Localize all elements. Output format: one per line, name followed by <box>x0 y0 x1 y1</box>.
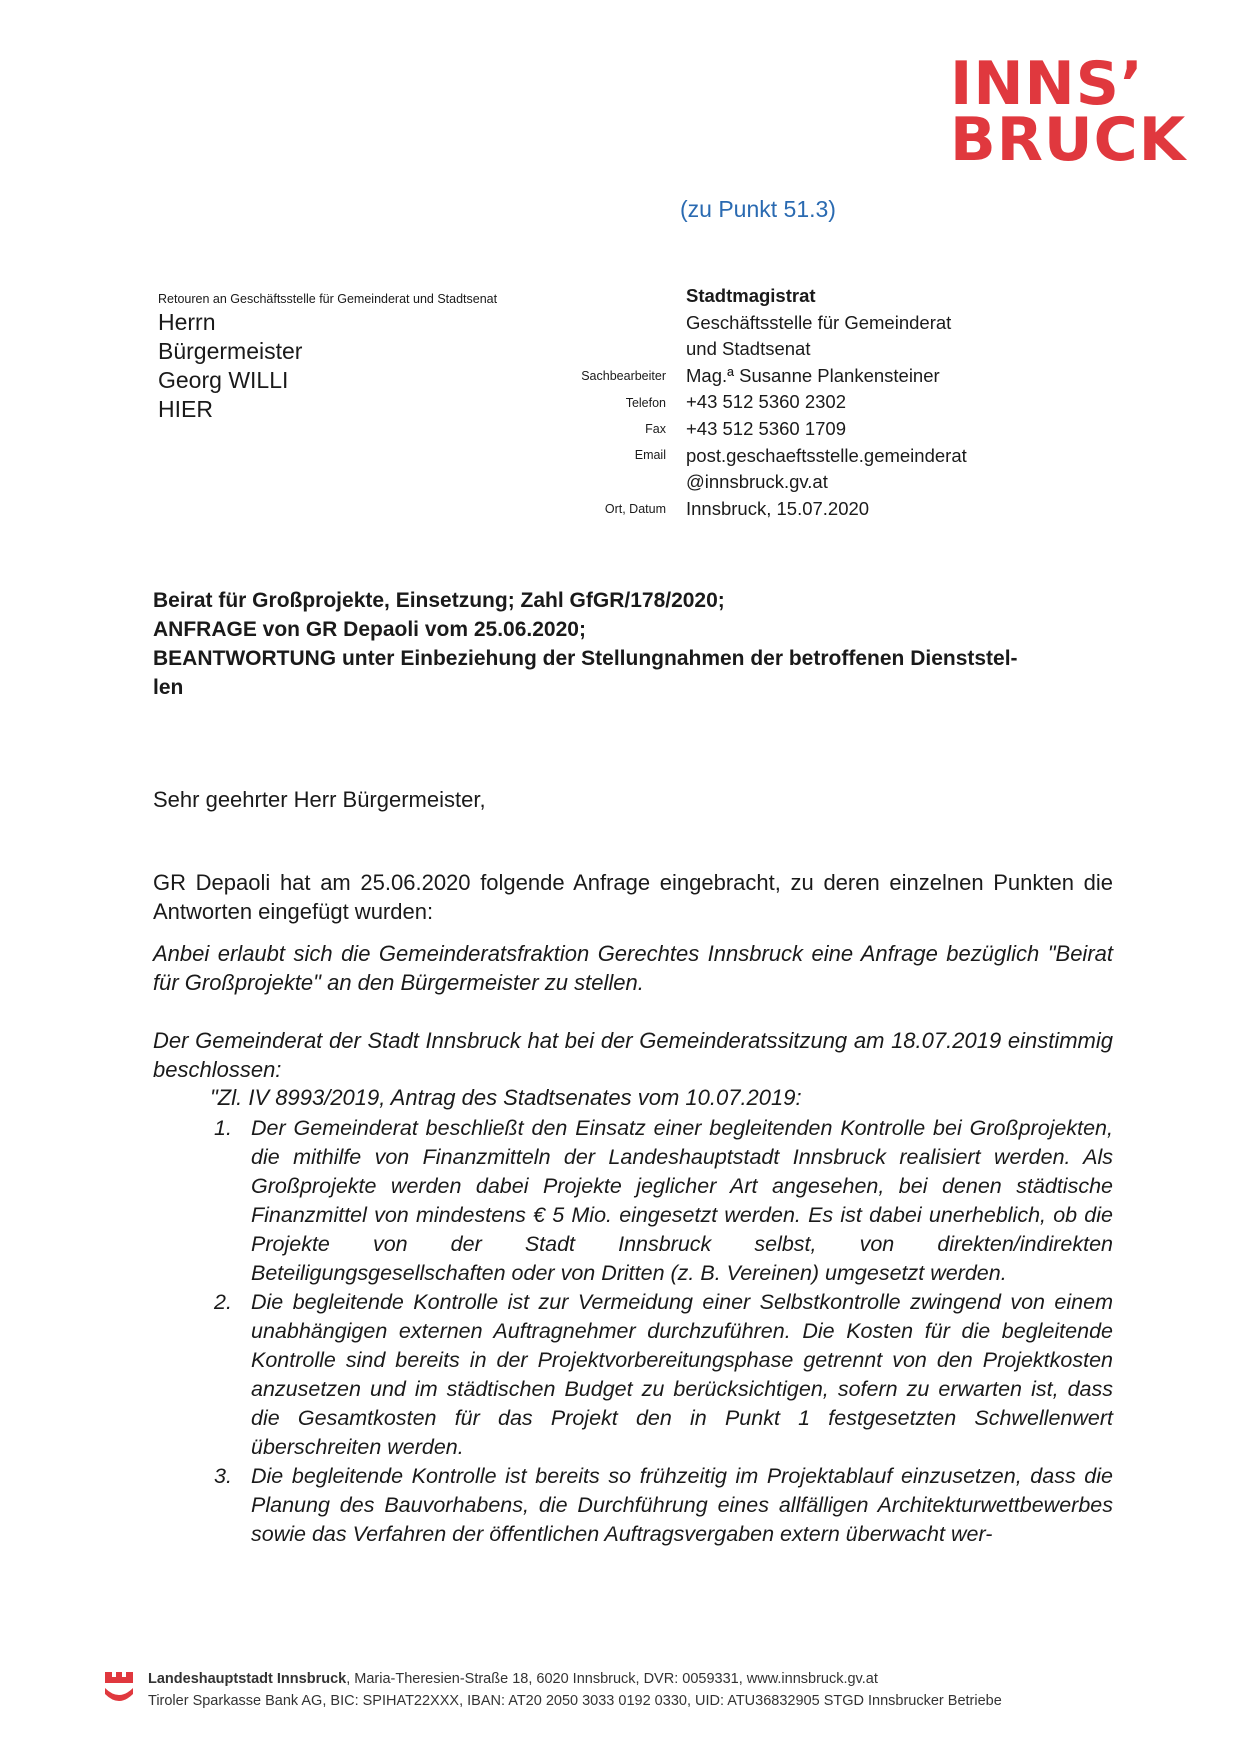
sender-org: Stadtmagistrat <box>686 285 816 306</box>
intro-paragraph: GR Depaoli hat am 25.06.2020 folgende Anfrage eingebracht, zu deren einzelnen Punkten die Antworten eingefügt wurden: <box>153 870 1113 924</box>
sender-fax: +43 512 5360 1709 <box>686 417 846 439</box>
label-phone: Telefon <box>625 396 666 410</box>
recipient-line: Herrn <box>158 309 216 335</box>
city-crest-icon <box>104 1670 134 1704</box>
list-text: Der Gemeinderat beschließt den Einsatz einer begleitenden Kontrolle bei Großprojekten, die mithilfe von Finanzmitteln der Landeshauptstadt Innsbruck realisiert werden. Als Großprojekte werden dabei Projekte jeglicher Art angesehen, bei denen städtische Finanzmittel von mindestens € 5 Mio. eingesetzt werden. Es ist dabei unerheblich, ob die Projekte von der Stadt Innsbruck selbst, von direkten/indirekten Beteiligungsgesellschaften oder von Dritten (z. B. Vereinen) umgesetzt werden. <box>251 1116 1113 1285</box>
list-number: 2. <box>214 1290 232 1314</box>
footer-bank: Tiroler Sparkasse Bank AG, BIC: SPIHAT22XXX, IBAN: AT20 2050 3033 0192 0330, UID: ATU36832905 STGD Innsbrucker Betriebe <box>148 1693 1002 1709</box>
quote-heading: "Zl. IV 8993/2019, Antrag des Stadtsenates vom 10.07.2019: <box>210 1085 802 1110</box>
return-address: Retouren an Geschäftsstelle für Gemeinderat und Stadtsenat <box>158 292 498 306</box>
label-place-date: Ort, Datum <box>604 502 666 516</box>
footer-line <box>148 1668 1002 1690</box>
sender-email: post.geschaeftsstelle.gemeinderat <box>686 444 967 466</box>
recipient-line: Bürgermeister <box>158 338 303 364</box>
sender-clerk: Mag.ª Susanne Plankensteiner <box>686 364 940 386</box>
footer-address: , Maria-Theresien-Straße 18, 6020 Innsbruck, DVR: 0059331, www.innsbruck.gv.at <box>346 1671 878 1687</box>
quote-paragraph: Der Gemeinderat der Stadt Innsbruck hat bei der Gemeinderatssitzung am 18.07.2019 einstimmig beschlossen: <box>153 1028 1113 1082</box>
logo-line-2: BRUCK <box>950 105 1187 175</box>
label-clerk: Sachbearbeiter <box>581 369 666 383</box>
subject-line: Beirat für Großprojekte, Einsetzung; Zahl GfGR/178/2020; <box>153 589 725 612</box>
sender-dept: Geschäftsstelle für Gemeinderat <box>686 311 952 333</box>
list-item <box>210 1462 1113 1549</box>
sender-phone: +43 512 5360 2302 <box>686 391 846 413</box>
recipient-line: Georg WILLI <box>158 367 289 393</box>
subject-line: ANFRAGE von GR Depaoli vom 25.06.2020; <box>153 618 586 641</box>
agenda-reference: (zu Punkt 51.3) <box>680 196 836 222</box>
resolution-list <box>210 1114 1113 1549</box>
sender-details <box>686 283 967 522</box>
innsbruck-logo <box>950 49 1190 175</box>
salutation: Sehr geehrter Herr Bürgermeister, <box>153 787 486 812</box>
subject-line: len <box>153 676 184 699</box>
subject-line: BEANTWORTUNG unter Einbeziehung der Stellungnahmen der betroffenen Dienststel- <box>153 647 1018 670</box>
recipient-line: HIER <box>158 396 213 422</box>
label-email: Email <box>634 448 666 462</box>
list-text: Die begleitende Kontrolle ist zur Vermeidung einer Selbstkontrolle zwingend von einem unabhängigen externen Auftragnehmer durchzuführen. Die Kosten für die begleitende Kontrolle sind bereits in der Projektvorbereitungsphase getrennt von den Projektkosten anzusetzen und im städtischen Budget zu berücksichtigen, sofern zu erwarten ist, dass die Gesamtkosten für das Projekt den in Punkt 1 festgesetzten Schwellenwert überschreiten werden. <box>251 1290 1113 1459</box>
logo-line-1: INNS’ <box>950 49 1144 119</box>
list-item <box>210 1288 1113 1462</box>
letter-footer <box>148 1668 1002 1712</box>
sender-email: @innsbruck.gv.at <box>686 471 828 493</box>
quote-paragraph: Anbei erlaubt sich die Gemeinderatsfraktion Gerechtes Innsbruck eine Anfrage bezüglich "Beirat für Großprojekte" an den Bürgermeister zu stellen. <box>153 941 1113 995</box>
list-number: 1. <box>214 1116 232 1140</box>
footer-org: Landeshauptstadt Innsbruck <box>148 1671 347 1687</box>
letter-subject <box>153 586 1018 702</box>
recipient-address <box>158 308 302 424</box>
label-fax: Fax <box>645 422 666 436</box>
sender-place-date: Innsbruck, 15.07.2020 <box>686 497 870 519</box>
list-item <box>210 1114 1113 1288</box>
list-text: Die begleitende Kontrolle ist bereits so frühzeitig im Projektablauf einzusetzen, dass die Planung des Bauvorhabens, die Durchführung eines allfälligen Architekturwettbewerbes sowie das Verfahren der öffentlichen Auftragsvergaben extern überwacht wer- <box>251 1464 1113 1546</box>
list-number: 3. <box>214 1464 232 1488</box>
sender-dept: und Stadtsenat <box>686 338 811 360</box>
